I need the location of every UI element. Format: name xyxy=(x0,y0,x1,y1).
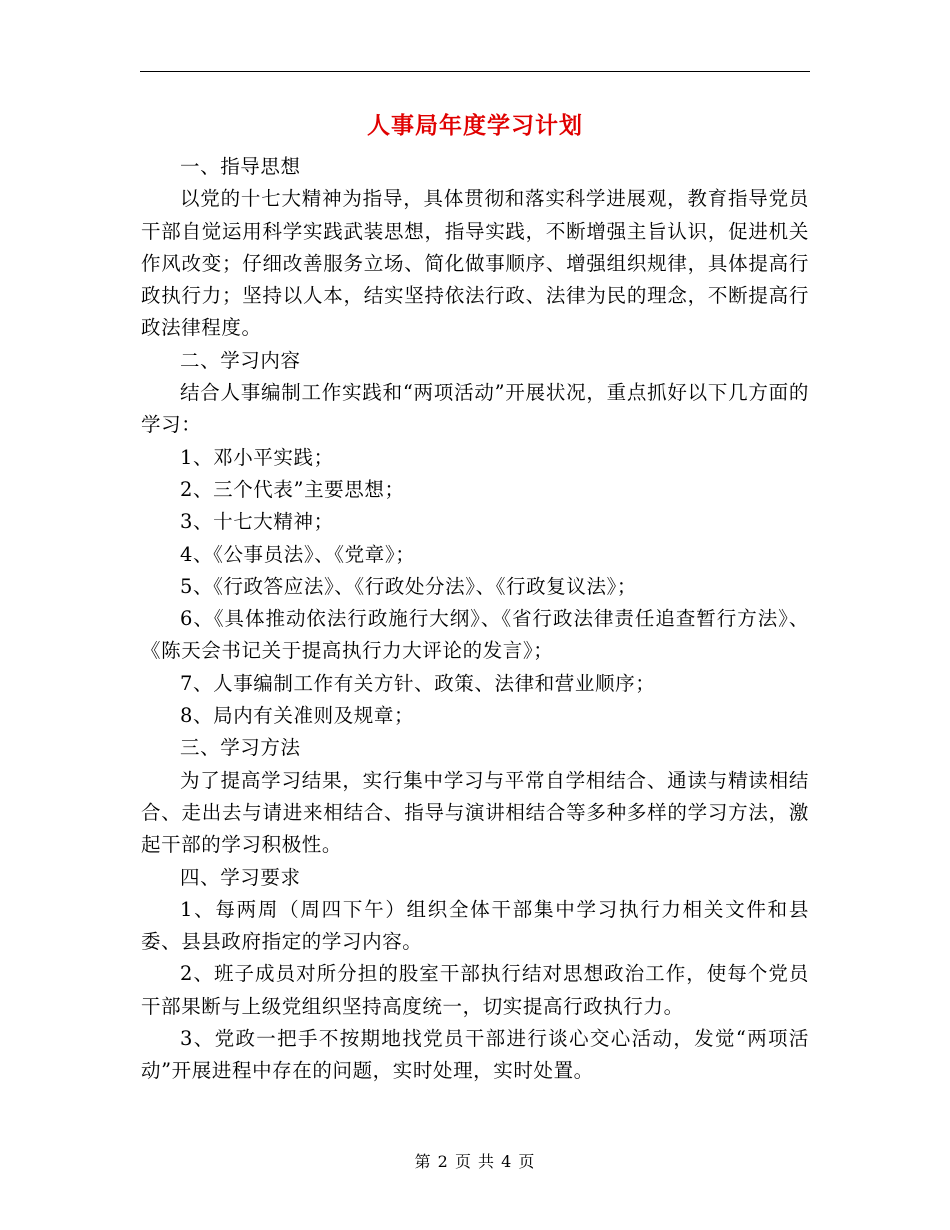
list-item: 2、三个代表”主要思想； xyxy=(180,477,405,501)
section-heading-study-requirements: 四、学习要求 xyxy=(180,865,301,889)
section-heading-guiding-ideology: 一、指导思想 xyxy=(180,155,301,178)
list-item: 1、邓小平实践； xyxy=(180,445,334,469)
list-item: 6、《具体推动依法行政施行大纲》、《省行政法律责任追查暂行方法》、《陈天会书记关于提高执行力大评论的发言》； xyxy=(141,607,809,663)
list-item: 5、《行政答应法》、《行政处分法》、《行政复议法》； xyxy=(180,574,638,598)
list-item: 8、局内有关准则及规章； xyxy=(180,704,415,728)
body-paragraph: 结合人事编制工作实践和“两项活动”开展状况，重点抓好以下几方面的学习： xyxy=(141,381,809,437)
list-item: 2、班子成员对所分担的股室干部执行结对思想政治工作，使每个党员干部果断与上级党组织坚持高度统一，切实提高行政执行力。 xyxy=(141,962,809,1018)
document-body xyxy=(141,151,809,1088)
list-item: 3、十七大精神； xyxy=(180,510,334,534)
list-item: 4、《公事员法》、《党章》； xyxy=(180,542,416,566)
list-item: 1、每两周（周四下午）组织全体干部集中学习执行力相关文件和县委、县县政府指定的学习内容。 xyxy=(141,897,809,954)
list-item: 3、党政一把手不按期地找党员干部进行谈心交心活动，发觉“两项活动”开展进程中存在的问题，实时处理，实时处置。 xyxy=(141,1027,809,1083)
list-item: 7、人事编制工作有关方针、政策、法律和营业顺序； xyxy=(180,671,656,695)
section-heading-study-content: 二、学习内容 xyxy=(180,348,301,372)
body-paragraph: 以党的十七大精神为指导，具体贯彻和落实科学进展观，教育指导党员干部自觉运用科学实践武装思想，指导实践，不断增强主旨认识，促进机关作风改变；仔细改善服务立场、简化做事顺序、增强组织规律，具体提高行政执行力；坚持以人本，结实坚持依法行政、法律为民的理念，不断提高行政法律程度。 xyxy=(141,187,809,340)
section-heading-study-methods: 三、学习方法 xyxy=(180,736,301,760)
page-footer: 第 2 页 共 4 页 xyxy=(414,1152,536,1171)
document-title: 人事局年度学习计划 xyxy=(367,112,583,139)
body-paragraph: 为了提高学习结果，实行集中学习与平常自学相结合、通读与精读相结合、走出去与请进来相结合、指导与演讲相结合等多种多样的学习方法，激起干部的学习积极性。 xyxy=(141,768,809,857)
header-rule xyxy=(140,71,810,72)
